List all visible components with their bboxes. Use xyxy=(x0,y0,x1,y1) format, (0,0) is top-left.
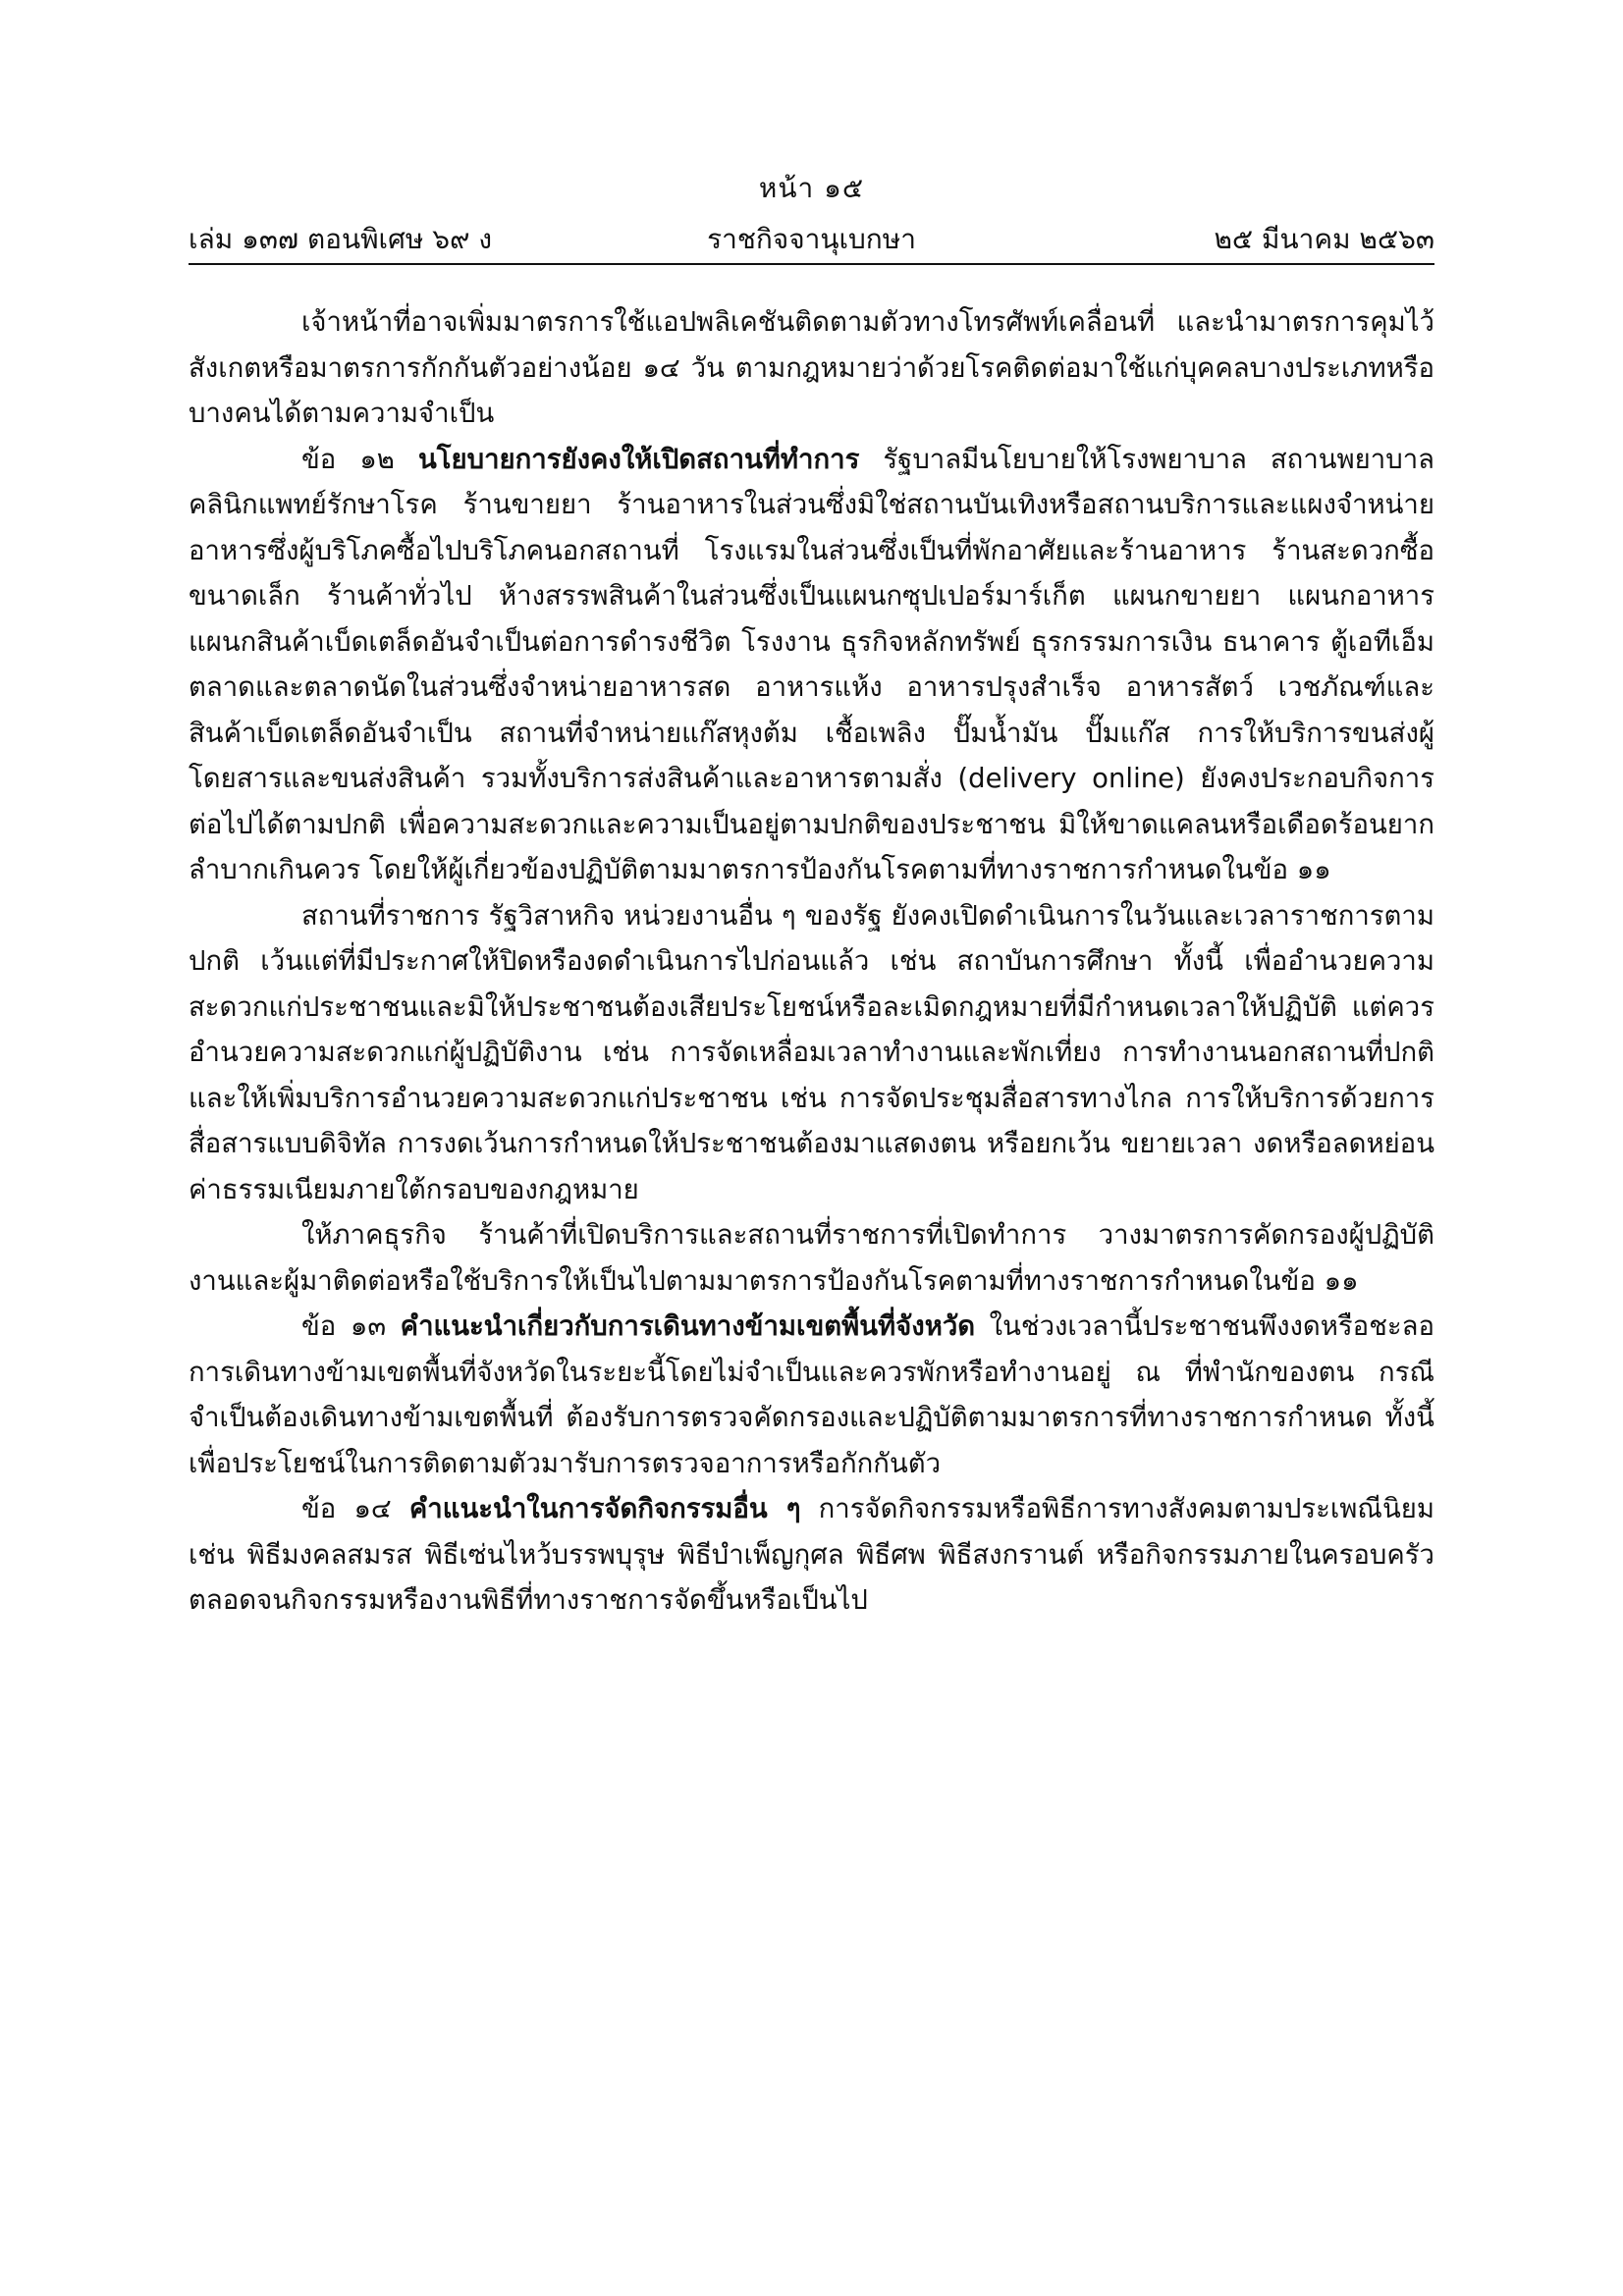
section-heading: คำแนะนำในการจัดกิจกรรมอื่น ๆ xyxy=(408,1493,801,1524)
section-number: ข้อ ๑๒ xyxy=(301,443,418,475)
paragraph-text: เจ้าหน้าที่อาจเพิ่มมาตรการใช้แอปพลิเคชันติดตามตัวทางโทรศัพท์เคลื่อนที่ และนำมาตรการคุมไว้สังเกตหรือมาตรการกักกันตัวอย่างน้อย ๑๔ วัน ตามกฎหมายว่าด้วยโรคติดต่อมาใช้แก่บุคคลบางประเภทหรือบางคนได้ตามความจำเป็น xyxy=(189,306,1434,429)
publication-date: ๒๕ มีนาคม ๒๕๖๓ xyxy=(1214,223,1434,255)
paragraph-text: สถานที่ราชการ รัฐวิสาหกิจ หน่วยงานอื่น ๆ ของรัฐ ยังคงเปิดดำเนินการในวันและเวลาราชการตามปกติ เว้นแต่ที่มีประกาศให้ปิดหรืองดดำเนินการไปก่อนแล้ว เช่น สถาบันการศึกษา ทั้งนี้ เพื่ออำนวยความสะดวกแก่ประชาชนและมิให้ประชาชนต้องเสียประโยชน์หรือละเมิดกฎหมายที่มีกำหนดเวลาให้ปฏิบัติ แต่ควรอำนวยความสะดวกแก่ผู้ปฏิบัติงาน เช่น การจัดเหลื่อมเวลาทำงานและพักเที่ยง การทำงานนอกสถานที่ปกติ และให้เพิ่มบริการอำนวยความสะดวกแก่ประชาชน เช่น การจัดประชุมสื่อสารทางไกล การให้บริการด้วยการสื่อสารแบบดิจิทัล การงดเว้นการกำหนดให้ประชาชนต้องมาแสดงตน หรือยกเว้น ขยายเวลา งดหรือลดหย่อนค่าธรรมเนียมภายใต้กรอบของกฎหมาย xyxy=(189,899,1434,1205)
paragraph-text: ในช่วงเวลานี้ประชาชนพึงงดหรือชะลอการเดินทางข้ามเขตพื้นที่จังหวัดในระยะนี้โดยไม่จำเป็นและควรพักหรือทำงานอยู่ ณ ที่พำนักของตน กรณีจำเป็นต้องเดินทางข้ามเขตพื้นที่ ต้องรับการตรวจคัดกรองและปฏิบัติตามมาตรการที่ทางราชการกำหนด ทั้งนี้ เพื่อประโยชน์ในการติดตามตัวมารับการตรวจอาการหรือกักกันตัว xyxy=(189,1310,1434,1479)
paragraph xyxy=(189,893,1434,1213)
section-heading: นโยบายการยังคงให้เปิดสถานที่ทำการ xyxy=(417,443,860,475)
publication-name: ราชกิจจานุเบกษา xyxy=(707,223,916,255)
document-body xyxy=(189,299,1434,1624)
paragraph xyxy=(189,299,1434,437)
section-number: ข้อ ๑๔ xyxy=(301,1493,409,1524)
header-divider xyxy=(189,263,1434,265)
gazette-header xyxy=(189,218,1434,257)
section-heading: คำแนะนำเกี่ยวกับการเดินทางข้ามเขตพื้นที่จังหวัด xyxy=(400,1310,976,1342)
volume-issue: เล่ม ๑๓๗ ตอนพิเศษ ๖๙ ง xyxy=(189,223,493,255)
paragraph-text: ให้ภาคธุรกิจ ร้านค้าที่เปิดบริการและสถานที่ราชการที่เปิดทำการ วางมาตรการคัดกรองผู้ปฏิบัติงานและผู้มาติดต่อหรือใช้บริการให้เป็นไปตามมาตรการป้องกันโรคตามที่ทางราชการกำหนดในข้อ ๑๑ xyxy=(189,1219,1434,1297)
page-number: หน้า ๑๕ xyxy=(758,172,865,204)
section-14 xyxy=(189,1486,1434,1624)
section-13 xyxy=(189,1304,1434,1486)
paragraph xyxy=(189,1212,1434,1304)
section-number: ข้อ ๑๓ xyxy=(301,1310,401,1342)
paragraph-text: รัฐบาลมีนโยบายให้โรงพยาบาล สถานพยาบาล คลินิกแพทย์รักษาโรค ร้านขายยา ร้านอาหารในส่วนซึ่งมิใช่สถานบันเทิงหรือสถานบริการและแผงจำหน่ายอาหารซึ่งผู้บริโภคซื้อไปบริโภคนอกสถานที่ โรงแรมในส่วนซึ่งเป็นที่พักอาศัยและร้านอาหาร ร้านสะดวกซื้อขนาดเล็ก ร้านค้าทั่วไป ห้างสรรพสินค้าในส่วนซึ่งเป็นแผนกซุปเปอร์มาร์เก็ต แผนกขายยา แผนกอาหาร แผนกสินค้าเบ็ดเตล็ดอันจำเป็นต่อการดำรงชีวิต โรงงาน ธุรกิจหลักทรัพย์ ธุรกรรมการเงิน ธนาคาร ตู้เอทีเอ็ม ตลาดและตลาดนัดในส่วนซึ่งจำหน่ายอาหารสด อาหารแห้ง อาหารปรุงสำเร็จ อาหารสัตว์ เวชภัณฑ์และสินค้าเบ็ดเตล็ดอันจำเป็น สถานที่จำหน่ายแก๊สหุงต้ม เชื้อเพลิง ปั๊มน้ำมัน ปั๊มแก๊ส การให้บริการขนส่งผู้โดยสารและขนส่งสินค้า รวมทั้งบริการส่งสินค้าและอาหารตามสั่ง (delivery online) ยังคงประกอบกิจการต่อไปได้ตามปกติ เพื่อความสะดวกและความเป็นอยู่ตามปกติของประชาชน มิให้ขาดแคลนหรือเดือดร้อนยากลำบากเกินควร โดยให้ผู้เกี่ยวข้องปฏิบัติตามมาตรการป้องกันโรคตามที่ทางราชการกำหนดในข้อ ๑๑ xyxy=(189,443,1434,885)
paragraph-text: การจัดกิจกรรมหรือพิธีการทางสังคมตามประเพณีนิยม เช่น พิธีมงคลสมรส พิธีเซ่นไหว้บรรพบุรุษ พิธีบำเพ็ญกุศล พิธีศพ พิธีสงกรานต์ หรือกิจกรรมภายในครอบครัว ตลอดจนกิจกรรมหรืองานพิธีที่ทางราชการจัดขึ้นหรือเป็นไป xyxy=(189,1493,1434,1616)
section-12 xyxy=(189,437,1434,893)
